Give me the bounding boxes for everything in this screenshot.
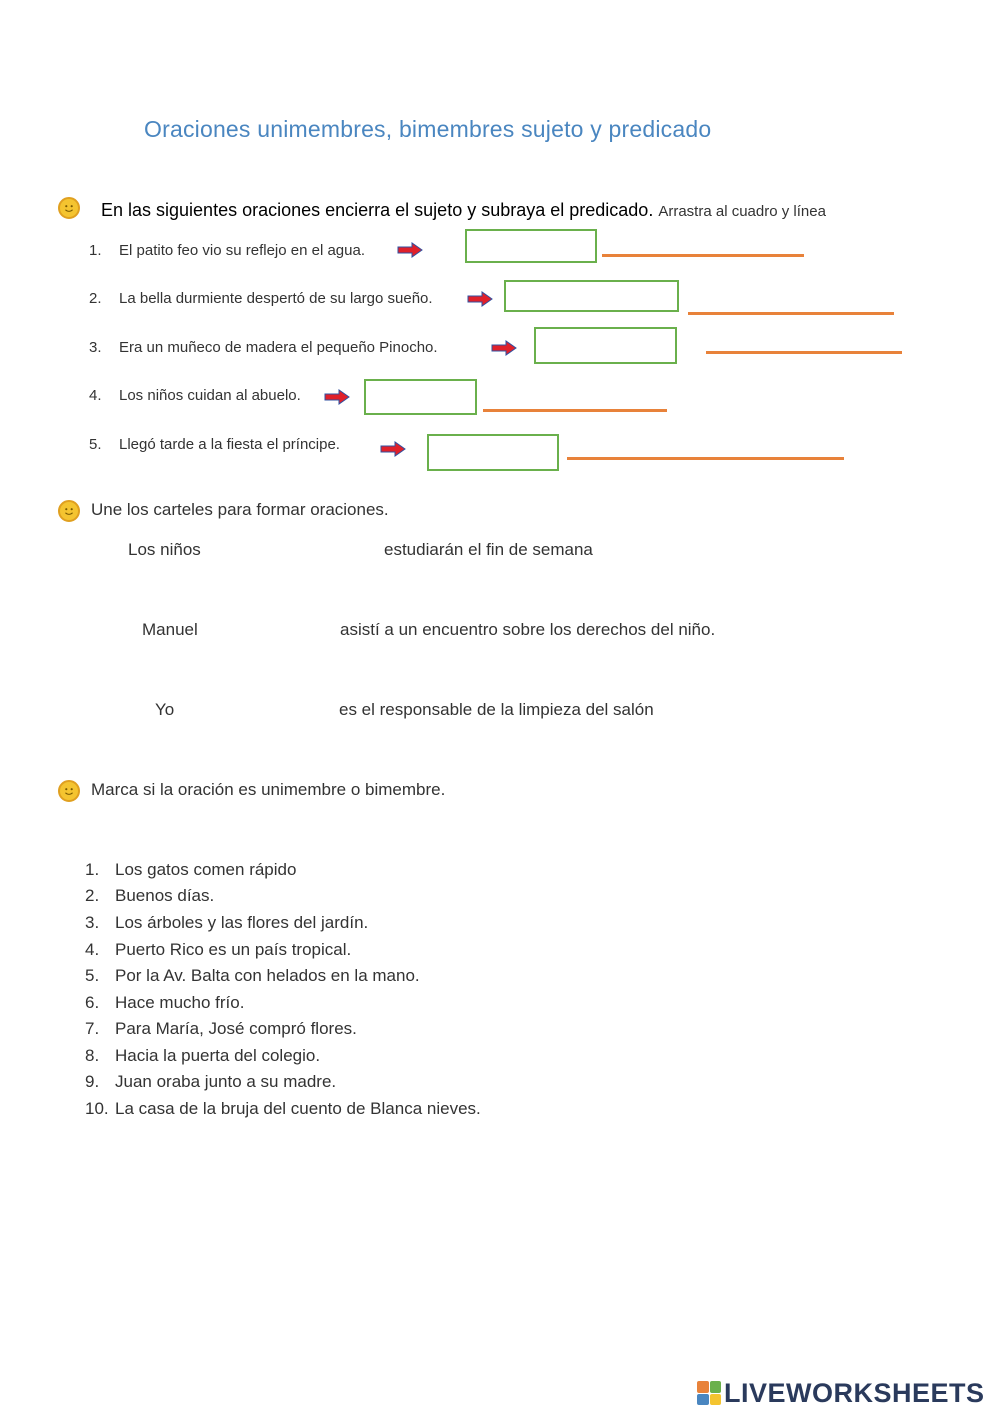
item-number: 2. [89, 290, 102, 307]
list-number: 10. [85, 1099, 109, 1118]
logo-text: LIVEWORKSHEETS [724, 1377, 985, 1408]
section2-heading: Une los carteles para formar oraciones. [91, 500, 389, 519]
list-item[interactable]: Para María, José compró flores. [115, 1019, 357, 1038]
list-number: 6. [85, 993, 100, 1012]
arrow-right-icon [324, 389, 350, 405]
arrow-right-icon [380, 441, 406, 457]
item-sentence: Era un muñeco de madera el pequeño Pinocho. [119, 339, 438, 356]
predicate-drop-line[interactable] [688, 312, 894, 315]
list-number: 7. [85, 1019, 100, 1038]
list-item[interactable]: Hacia la puerta del colegio. [115, 1046, 321, 1065]
item-sentence: El patito feo vio su reflejo en el agua. [119, 242, 365, 259]
match-left-item[interactable]: Los niños [128, 540, 201, 559]
list-item[interactable]: Juan oraba junto a su madre. [115, 1072, 337, 1091]
list-item[interactable]: La casa de la bruja del cuento de Blanca nieves. [115, 1099, 481, 1118]
item-number: 4. [89, 387, 102, 404]
list-item[interactable]: Hace mucho frío. [115, 993, 245, 1012]
match-right-item[interactable]: estudiarán el fin de semana [384, 540, 593, 559]
list-item[interactable]: Puerto Rico es un país tropical. [115, 940, 352, 959]
list-number: 2. [85, 886, 100, 905]
arrow-right-icon [397, 242, 423, 258]
match-left-item[interactable]: Manuel [142, 620, 198, 639]
list-item[interactable]: Los gatos comen rápido [115, 860, 297, 879]
list-number: 4. [85, 940, 100, 959]
section3-heading: Marca si la oración es unimembre o bimembre. [91, 780, 446, 799]
section1-instruction: En las siguientes oraciones encierra el sujeto y subraya el predicado. [101, 200, 654, 220]
liveworksheets-logo [697, 1378, 985, 1408]
item-number: 3. [89, 339, 102, 356]
item-sentence: Llegó tarde a la fiesta el príncipe. [119, 436, 340, 453]
predicate-drop-line[interactable] [706, 351, 902, 354]
predicate-drop-line[interactable] [483, 409, 667, 412]
smiley-icon [58, 197, 80, 219]
item-number: 1. [89, 242, 102, 259]
smiley-icon [58, 500, 80, 522]
subject-drop-box[interactable] [534, 327, 677, 364]
subject-drop-box[interactable] [504, 280, 679, 312]
predicate-drop-line[interactable] [602, 254, 804, 257]
subject-drop-box[interactable] [465, 229, 597, 263]
list-item[interactable]: Los árboles y las flores del jardín. [115, 913, 369, 932]
page-title: Oraciones unimembres, bimembres sujeto y predicado [144, 116, 712, 142]
predicate-drop-line[interactable] [567, 457, 844, 460]
section1-heading [101, 200, 826, 221]
section1-hint: Arrastra al cuadro y línea [658, 203, 826, 220]
item-sentence: Los niños cuidan al abuelo. [119, 387, 301, 404]
list-item[interactable]: Por la Av. Balta con helados en la mano. [115, 966, 420, 985]
match-left-item[interactable]: Yo [155, 700, 175, 719]
logo-mark-icon [697, 1381, 721, 1405]
list-number: 8. [85, 1046, 100, 1065]
smiley-icon [58, 780, 80, 802]
subject-drop-box[interactable] [364, 379, 477, 415]
list-number: 1. [85, 860, 100, 879]
match-right-item[interactable]: es el responsable de la limpieza del salón [339, 700, 654, 719]
list-number: 9. [85, 1072, 100, 1091]
list-number: 3. [85, 913, 100, 932]
arrow-right-icon [491, 340, 517, 356]
arrow-right-icon [467, 291, 493, 307]
subject-drop-box[interactable] [427, 434, 559, 471]
match-right-item[interactable]: asistí a un encuentro sobre los derechos del niño. [340, 620, 716, 639]
list-item[interactable]: Buenos días. [115, 886, 215, 905]
list-number: 5. [85, 966, 100, 985]
item-sentence: La bella durmiente despertó de su largo sueño. [119, 290, 433, 307]
item-number: 5. [89, 436, 102, 453]
